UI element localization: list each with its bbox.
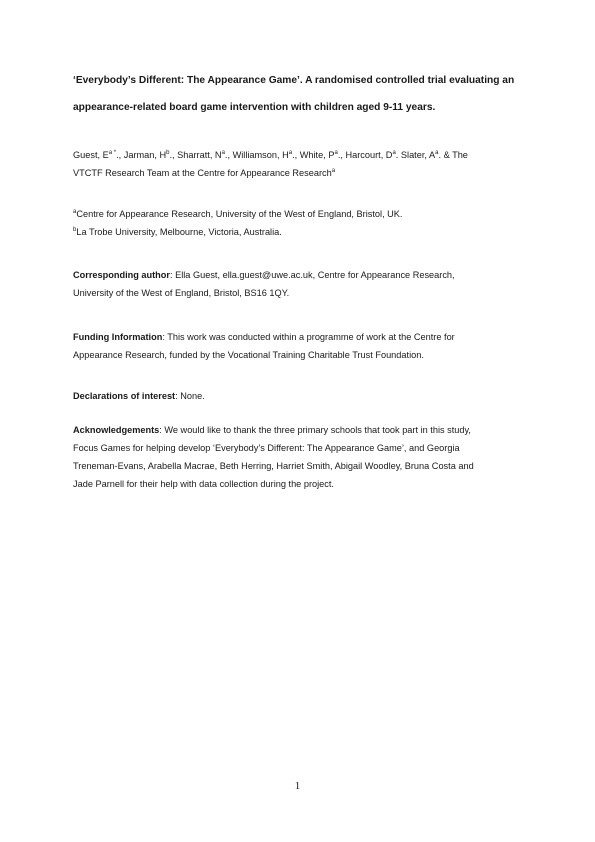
- page-number: 1: [294, 780, 301, 792]
- author-williamson: ., Williamson, H: [224, 150, 289, 160]
- corresponding-line-2: University of the West of England, Bristol, BS16 1QY.: [73, 288, 290, 298]
- declarations-label: Declarations of interest: [73, 391, 176, 401]
- corresponding-author: [73, 266, 528, 302]
- author-sharratt: ., Sharratt, N: [169, 150, 222, 160]
- author-team-prefix: . & The: [438, 150, 468, 160]
- affil-marker: a: [221, 149, 225, 156]
- funding-line-1: [73, 328, 528, 346]
- funding-text: : This work was conducted within a programme of work at the Centre for: [162, 332, 455, 342]
- funding-label: Funding Information: [73, 332, 163, 342]
- affiliation-b: [73, 223, 528, 241]
- affil-marker: a *: [108, 149, 117, 156]
- ack-line-2: Focus Games for helping develop ‘Everybody’s Different: The Appearance Game’, and Georgia: [73, 443, 460, 453]
- corresponding-text: : Ella Guest, ella.guest@uwe.ac.uk, Centre for Appearance Research,: [169, 270, 455, 280]
- author-jarman: ., Jarman, H: [116, 150, 167, 160]
- acknowledgements: [73, 421, 528, 493]
- title-line-1: ‘Everybody’s Different: The Appearance Game’. A randomised controlled trial evaluating an: [73, 75, 515, 86]
- ack-text: : We would like to thank the three primary schools that took part in this study,: [159, 425, 471, 435]
- author-harcourt: ., Harcourt, D: [337, 150, 393, 160]
- affil-marker: b: [166, 149, 170, 156]
- ack-label: Acknowledgements: [73, 425, 160, 435]
- corresponding-line-1: [73, 266, 528, 284]
- author-line-2: [73, 164, 528, 182]
- affiliation-text: La Trobe University, Melbourne, Victoria, Australia.: [76, 227, 282, 237]
- affil-marker: a: [334, 149, 338, 156]
- declarations-line: [73, 387, 528, 405]
- funding-line-2: Appearance Research, funded by the Vocational Training Charitable Trust Foundation.: [73, 350, 424, 360]
- affiliations: [73, 205, 528, 241]
- author-slater: . Slater, A: [395, 150, 436, 160]
- affil-marker: a: [435, 149, 439, 156]
- affil-marker: a: [288, 149, 293, 156]
- affil-marker: b: [73, 226, 77, 233]
- ack-line-3: Treneman-Evans, Arabella Macrae, Beth Herring, Harriet Smith, Abigail Woodley, Bruna Costa and: [73, 461, 474, 471]
- declarations-of-interest: [73, 387, 528, 405]
- ack-line-4: Jade Parnell for their help with data collection during the project.: [73, 479, 334, 489]
- ack-line-1: [73, 421, 528, 439]
- paper-title: [73, 67, 524, 121]
- title-line-2: appearance-related board game intervention with children aged 9-11 years.: [73, 102, 436, 113]
- author-team: VTCTF Research Team at the Centre for Appearance Research: [73, 168, 332, 178]
- affiliation-a: [73, 205, 528, 223]
- declarations-text: : None.: [175, 391, 205, 401]
- affil-marker: a: [331, 167, 336, 174]
- affil-marker: a: [392, 149, 396, 156]
- author-line-1: [73, 146, 528, 164]
- author-white: ., White, P: [292, 150, 335, 160]
- corresponding-label: Corresponding author: [73, 270, 170, 280]
- affiliation-text: Centre for Appearance Research, University of the West of England, Bristol, UK.: [76, 209, 403, 219]
- author-list: [73, 146, 528, 182]
- affil-marker: a: [73, 208, 77, 215]
- funding-information: [73, 328, 528, 364]
- author-guest: Guest, E: [73, 150, 109, 160]
